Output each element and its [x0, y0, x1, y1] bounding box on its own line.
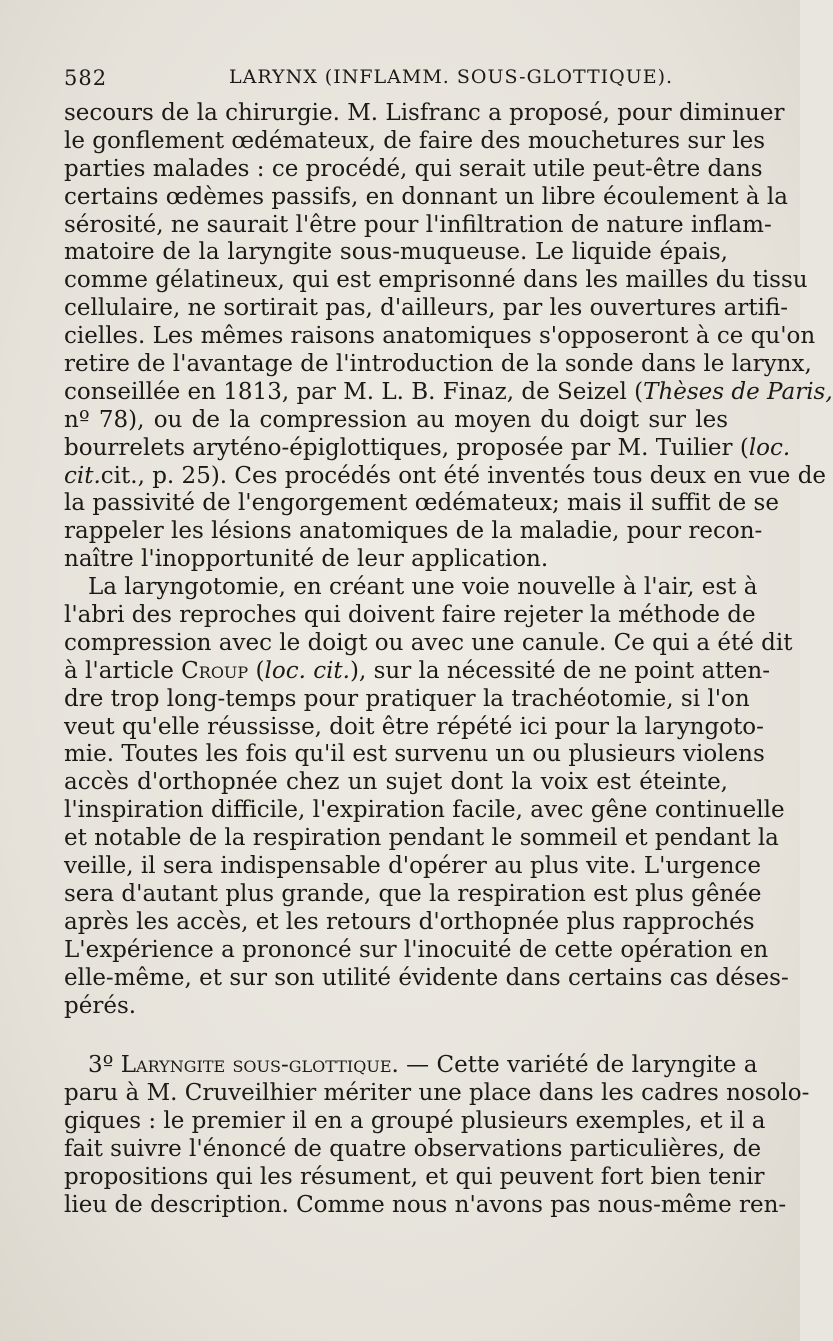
page-number: 582 [64, 66, 108, 90]
text-line: sérosité, ne saurait l'être pour l'infiltration de nature inflam- [64, 211, 772, 238]
text-line: naître l'inopportunité de leur application. [64, 546, 549, 573]
citation-italic: cit. [64, 462, 101, 489]
text-line: nº 78), ou de la compression au moyen du doigt sur les [64, 406, 728, 433]
line-segment: bourrelets aryténo-épiglottiques, proposée par M. Tuilier ( [64, 434, 749, 461]
line-segment: — Cette variété de laryngite a [398, 1052, 758, 1079]
text-line [64, 657, 770, 686]
text-line [64, 462, 827, 491]
text-line: l'abri des reproches qui doivent faire rejeter la méthode de [64, 602, 756, 629]
text-line: comme gélatineux, qui est emprisonné dans les mailles du tissu [64, 267, 808, 294]
text-line: retire de l'avantage de l'introduction de la sonde dans le larynx, [64, 351, 812, 378]
text-line: la passivité de l'engorgement œdémateux; mais il suffit de se [64, 490, 779, 517]
text-line: certains œdèmes passifs, en donnant un libre écoulement à la [64, 183, 788, 210]
text-line: cielles. Les mêmes raisons anatomiques s'opposeront à ce qu'on [64, 323, 816, 350]
citation-italic: loc. [748, 434, 791, 461]
text-line: veut qu'elle réussisse, doit être répété ici pour la laryngoto- [64, 713, 764, 740]
text-line: matoire de la laryngite sous-muqueuse. Le liquide épais, [64, 239, 728, 266]
line-segment: conseillée en 1813, par M. L. B. Finaz, de Seizel ( [64, 378, 644, 405]
line-segment: à l'article [64, 657, 182, 684]
text-line: pérés. [64, 992, 137, 1019]
text-line: paru à M. Cruveilhier mériter une place dans les cadres nosolo- [64, 1080, 810, 1107]
text-line: compression avec le doigt ou avec une canule. Ce qui a été dit [64, 629, 793, 656]
text-line: cellulaire, ne sortirait pas, d'ailleurs, par les ouvertures artifi- [64, 295, 789, 322]
text-line: accès d'orthopnée chez un sujet dont la voix est éteinte, [64, 769, 728, 796]
text-line: rappeler les lésions anatomiques de la maladie, pour recon- [64, 518, 763, 545]
article-title: Croup [181, 657, 249, 684]
text-line: mie. Toutes les fois qu'il est survenu un ou plusieurs violens [64, 741, 765, 768]
citation-italic: Thèses de Paris, [643, 378, 833, 405]
text-line: le gonflement œdémateux, de faire des mouchetures sur les [64, 127, 766, 154]
text-line: propositions qui les résument, et qui peuvent fort bien tenir [64, 1163, 765, 1190]
page-header [64, 66, 734, 96]
text-line: après les accès, et les retours d'orthopnée plus rapprochés [64, 908, 755, 935]
section-heading: Laryngite sous-glottique. [120, 1052, 399, 1079]
text-line: et notable de la respiration pendant le sommeil et pendant la [64, 825, 779, 852]
citation-italic: loc. cit. [264, 657, 350, 684]
text-line: lieu de description. Comme nous n'avons pas nous-même ren- [64, 1191, 787, 1218]
text-line: secours de la chirurgie. M. Lisfranc a proposé, pour diminuer [64, 100, 785, 126]
text-line: veille, il sera indispensable d'opérer au plus vite. L'urgence [64, 853, 761, 880]
body-text [64, 100, 833, 1220]
line-segment: ), sur la nécessité de ne point atten- [349, 657, 770, 684]
text-line: La laryngotomie, en créant une voie nouvelle à l'air, est à [88, 574, 758, 601]
text-line: sera d'autant plus grande, que la respiration est plus gênée [64, 880, 762, 907]
text-line: L'expérience a prononcé sur l'inocuité de cette opération en [64, 936, 769, 963]
text-line [64, 378, 833, 407]
section-heading-line [64, 1052, 758, 1080]
text-line: l'inspiration difficile, l'expiration facile, avec gêne continuelle [64, 797, 785, 824]
text-line: fait suivre l'énoncé de quatre observations particulières, de [64, 1136, 762, 1163]
text-line [64, 434, 791, 463]
line-segment: ( [248, 657, 265, 684]
text-line: giques : le premier il en a groupé plusieurs exemples, et il a [64, 1108, 766, 1135]
text-line: dre trop long-temps pour pratiquer la trachéotomie, si l'on [64, 685, 750, 712]
line-segment: cit., p. 25). Ces procédés ont été inventés tous deux en vue de [100, 462, 827, 489]
text-line: parties malades : ce procédé, qui serait utile peut-être dans [64, 155, 763, 182]
section-number: 3º [88, 1052, 121, 1079]
text-line: elle-même, et sur son utilité évidente dans certains cas déses- [64, 964, 789, 991]
running-head: LARYNX (INFLAMM. SOUS-GLOTTIQUE). [229, 66, 674, 88]
section-gap [64, 1020, 728, 1052]
